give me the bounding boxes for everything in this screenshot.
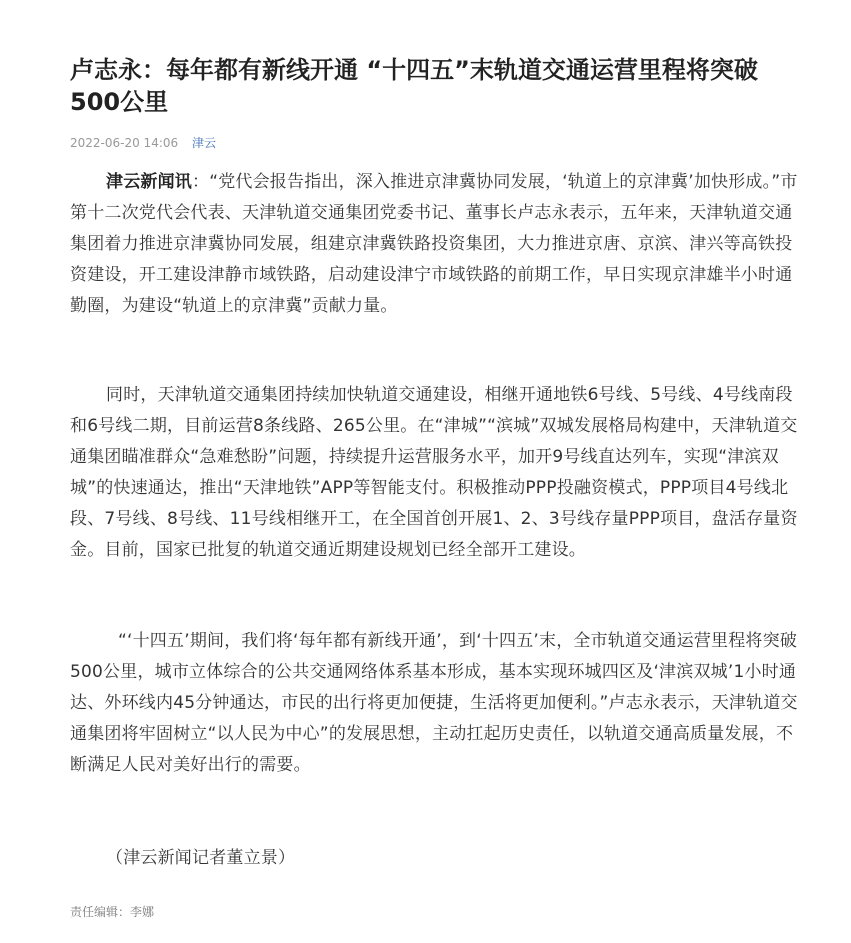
article-title: 卢志永：每年都有新线开通 “十四五”末轨道交通运营里程将突破500公里	[70, 56, 758, 116]
paragraph-3-text: “‘十四五’期间，我们将‘每年都有新线开通’，到‘十四五’末，全市轨道交通运营里程将突破500公里，城市立体综合的公共交通网络体系基本形成，基本实现环城四区及‘津滨双城’1小时通达、外环线内45分钟通达，市民的出行将更加便捷，生活将更加便利。”卢志永表示，天津轨道交通集团将牢固树立“以人民为中心”的发展思想，主动扛起历史责任，以轨道交通高质量发展，不断满足人民对美好出行的需要。	[70, 631, 798, 775]
paragraph-3	[70, 626, 798, 781]
paragraph-2-text: 同时，天津轨道交通集团持续加快轨道交通建设，相继开通地铁6号线、5号线、4号线南段和6号线二期，目前运营8条线路、265公里。在“津城”“滨城”双城发展格局构建中，天津轨道交通集团瞄准群众“急难愁盼”问题，持续提升运营服务水平，加开9号线直达列车，实现“津滨双城”的快速通达，推出“天津地铁”APP等智能支付。积极推动PPP投融资模式，PPP项目4号线北段、7号线、8号线、11号线相继开工，在全国首创开展1、2、3号线存量PPP项目，盘活存量资金。目前，国家已批复的轨道交通近期建设规划已经全部开工建设。	[70, 385, 798, 560]
reporter-credit-text: （津云新闻记者董立景）	[106, 848, 296, 868]
news-lead: 津云新闻讯	[106, 172, 192, 192]
responsible-editor: 责任编辑：李娜	[70, 905, 155, 919]
source-link[interactable]: 津云	[191, 136, 216, 150]
reporter-credit	[70, 843, 798, 874]
paragraph-1	[70, 167, 798, 322]
publish-date: 2022-06-20 14:06	[70, 136, 179, 150]
article-meta	[70, 134, 216, 152]
paragraph-2	[70, 380, 798, 566]
paragraph-1-text: ：“党代会报告指出，深入推进京津冀协同发展，‘轨道上的京津冀’加快形成。”市第十二次党代会代表、天津轨道交通集团党委书记、董事长卢志永表示，五年来，天津轨道交通集团着力推进京津冀协同发展，组建京津冀铁路投资集团，大力推进京唐、京滨、津兴等高铁投资建设，开工建设津静市域铁路，启动建设津宁市域铁路的前期工作，早日实现京津雄半小时通勤圈，为建设“轨道上的京津冀”贡献力量。	[70, 172, 798, 316]
